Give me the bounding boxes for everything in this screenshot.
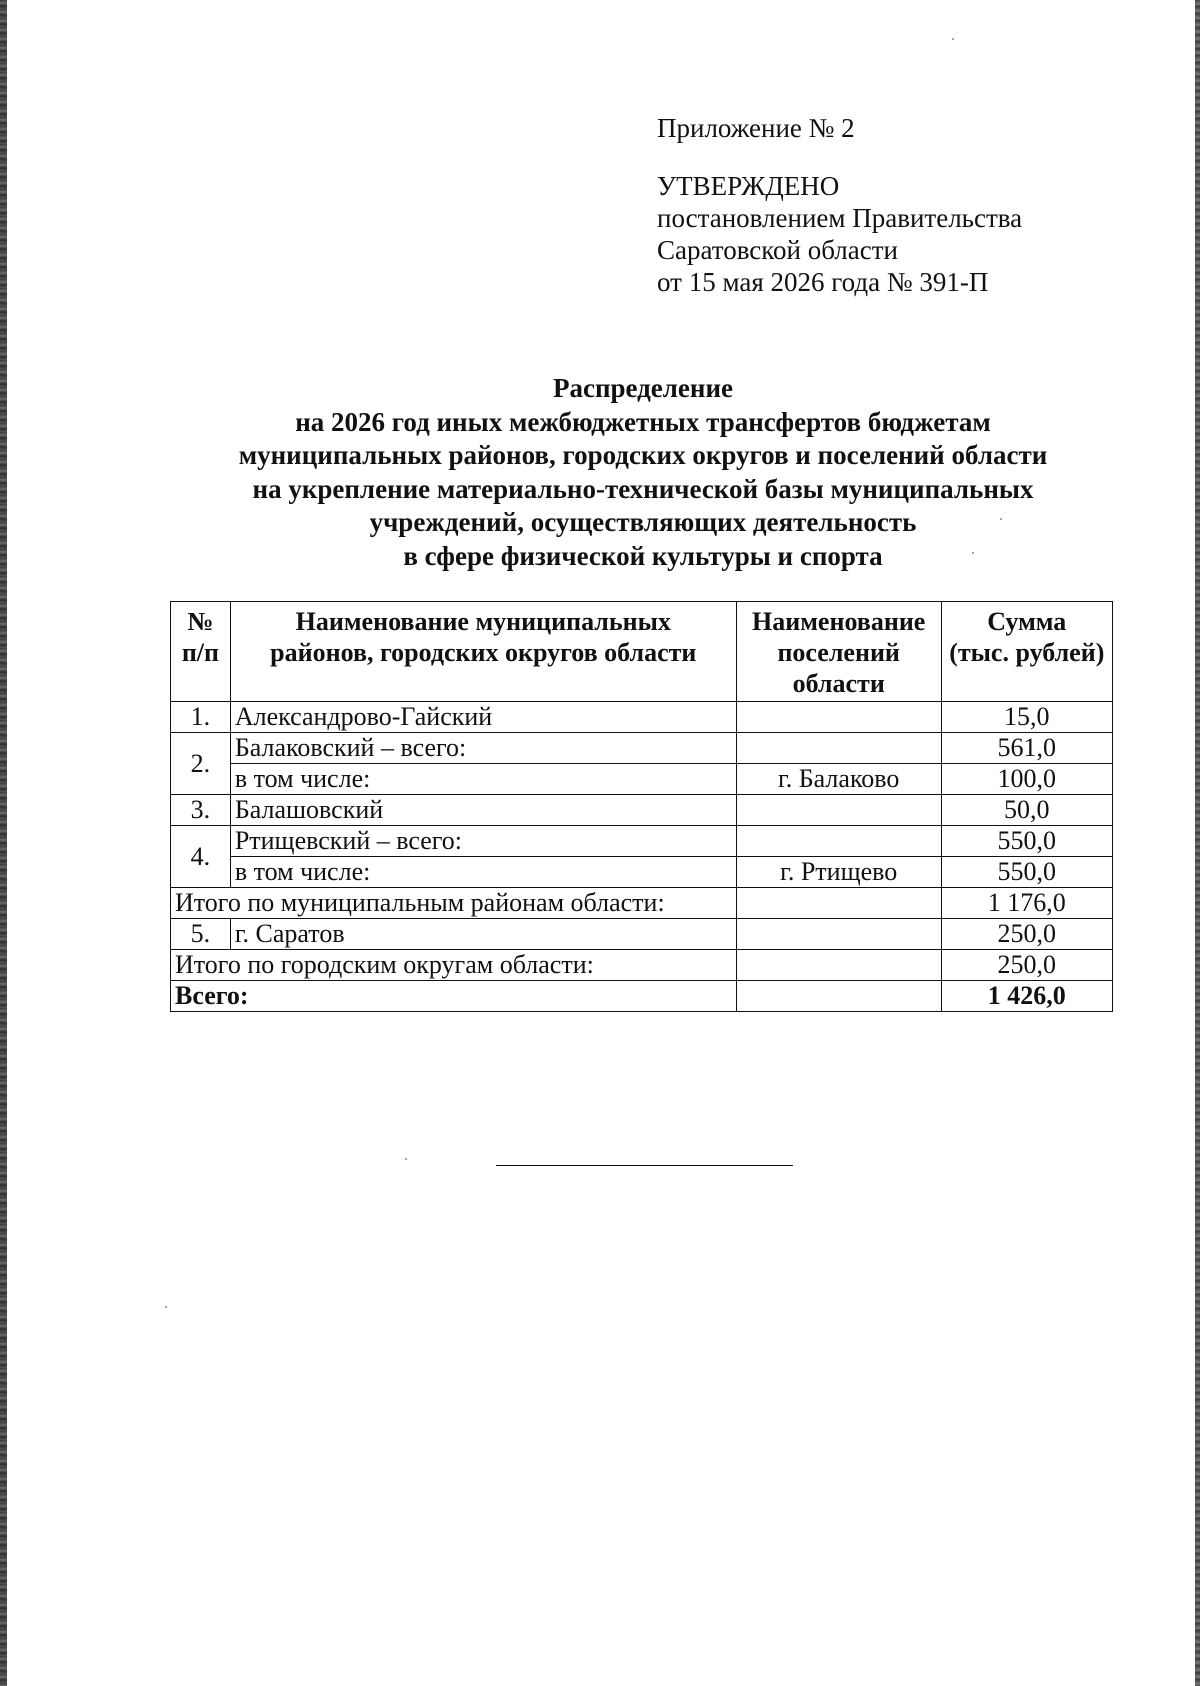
row-number: 2. [171,733,231,795]
subtotal-sum: 250,0 [941,950,1112,981]
header-settlement-line: поселений [777,638,900,667]
row-sum: 250,0 [941,919,1112,950]
row-sum: 50,0 [941,795,1112,826]
title-line: муниципальных районов, городских округов и поселений области [238,440,1048,470]
table-row [171,826,1113,857]
row-sum: 561,0 [941,733,1112,764]
row-settlement [736,888,941,919]
approved-stamp-text: УТВЕРЖДЕНО [657,171,840,201]
header-settlement-line: области [792,669,885,698]
grand-total-row [171,981,1113,1012]
title-line: Распределение [552,373,734,403]
row-settlement [736,702,941,733]
scan-speck [952,38,954,40]
row-number: 1. [171,702,231,733]
table-row [171,702,1113,733]
header-number-line: п/п [181,638,219,667]
row-sum: 550,0 [941,826,1112,857]
scan-edge-left [0,0,7,1686]
row-settlement: г. Ртищево [736,857,941,888]
row-settlement: г. Балаково [736,764,941,795]
title-line: в сфере физической культуры и спорта [403,540,883,571]
scan-speck [405,1158,407,1160]
title-line: на укрепление материально-технической базы муниципальных [252,473,1034,504]
header-number-line: № [187,607,214,636]
row-district: в том числе: [230,857,736,888]
subtotal-row-city-districts [171,950,1113,981]
scan-speck [972,552,974,554]
row-settlement [736,733,941,764]
header-sum-line: (тыс. рублей) [949,638,1105,667]
row-settlement [736,826,941,857]
row-settlement [736,919,941,950]
header-district-line: районов, городских округов области [270,638,697,667]
row-district: Балашовский [230,795,736,826]
header-district-name [230,602,736,702]
subtotal-label: Итого по городским округам области: [171,950,737,981]
row-district: Александрово-Гайский [230,702,736,733]
row-sum: 100,0 [941,764,1112,795]
row-number: 5. [171,919,231,950]
header-sum-line: Сумма [987,607,1067,636]
row-district: Балаковский – всего: [230,733,736,764]
header-number [171,602,231,702]
approval-block [657,112,1022,298]
row-district: Ртищевский – всего: [230,826,736,857]
document-title [160,372,1126,573]
grand-total-label: Всего: [171,981,737,1012]
subtotal-row-districts [171,888,1113,919]
appendix-number: Приложение № 2 [657,113,855,143]
row-sum: 550,0 [941,857,1112,888]
title-line: учреждений, осуществляющих деятельность [369,507,917,537]
header-district-line: Наименование муниципальных [295,607,671,636]
closing-line [496,1165,793,1166]
row-settlement [736,950,941,981]
row-settlement [736,981,941,1012]
scan-speck [165,1306,167,1308]
row-district: г. Саратов [230,919,736,950]
row-district: в том числе: [230,764,736,795]
title-line: на 2026 год иных межбюджетных трансфертов бюджетам [295,406,991,437]
scan-speck [1000,518,1002,520]
row-number: 3. [171,795,231,826]
header-settlement-name [736,602,941,702]
grand-total-sum: 1 426,0 [941,981,1112,1012]
table-header-row [171,602,1113,702]
distribution-table [170,601,1113,1012]
table-row [171,764,1113,795]
table-row [171,795,1113,826]
scan-edge-right [1195,0,1200,1686]
row-number: 4. [171,826,231,888]
row-sum: 15,0 [941,702,1112,733]
approval-date-number: от 15 мая 2026 года № 391-П [657,267,989,297]
table-row [171,919,1113,950]
table-row [171,857,1113,888]
row-settlement [736,795,941,826]
header-settlement-line: Наименование [752,607,926,636]
table-row [171,733,1113,764]
approval-resolution: постановлением Правительства [657,203,1023,233]
header-sum [941,602,1112,702]
subtotal-sum: 1 176,0 [941,888,1112,919]
subtotal-label: Итого по муниципальным районам области: [171,888,737,919]
approval-region: Саратовской области [657,235,898,265]
